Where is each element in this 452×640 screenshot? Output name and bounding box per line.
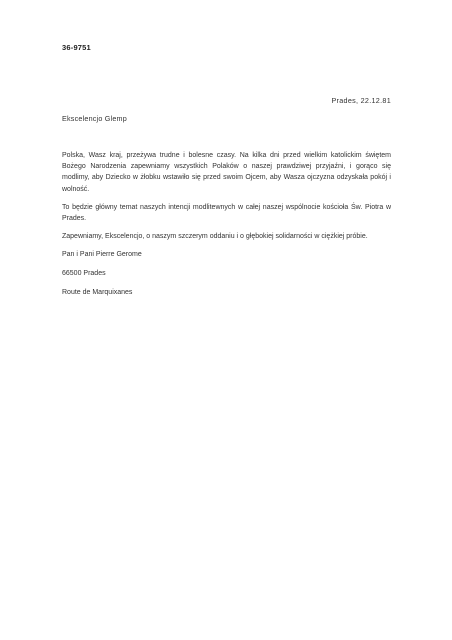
letter-date: Prades, 22.12.81 <box>331 96 391 105</box>
letter-salutation: Ekscelencjo Glemp <box>62 114 127 123</box>
letter-paragraph-3: Zapewniamy, Ekscelencjo, o naszym szczerym oddaniu i o głębokiej solidarności w ciężkiej próbie. <box>62 233 368 241</box>
letter-body <box>62 150 391 306</box>
letter-paragraph-1: Polska, Wasz kraj, przeżywa trudne i bolesne czasy. Na kilka dni przed wielkim katolickim świętem Bożego Narodzenia zapewniamy wszystkich Polaków o naszej prawdziwej przyjaźni, i gorąco się modlimy, aby Dziecko w żłobku wstawiło się przed swoim Ojcem, aby Wasza ojczyzna odzyskała pokój i wolność. <box>62 152 391 193</box>
letter-paragraph-2: To będzie główny temat naszych intencji modlitewnych w całej naszej wspólnocie kościoła Św. Piotra w Prades. <box>62 203 391 223</box>
document-reference-number: 36-9751 <box>62 43 91 52</box>
sender-street: Route de Marquixanes <box>62 288 133 296</box>
letter-signature: Pan i Pani Pierre Gerome <box>62 251 142 259</box>
sender-postal-code-city: 66500 Prades <box>62 270 106 278</box>
